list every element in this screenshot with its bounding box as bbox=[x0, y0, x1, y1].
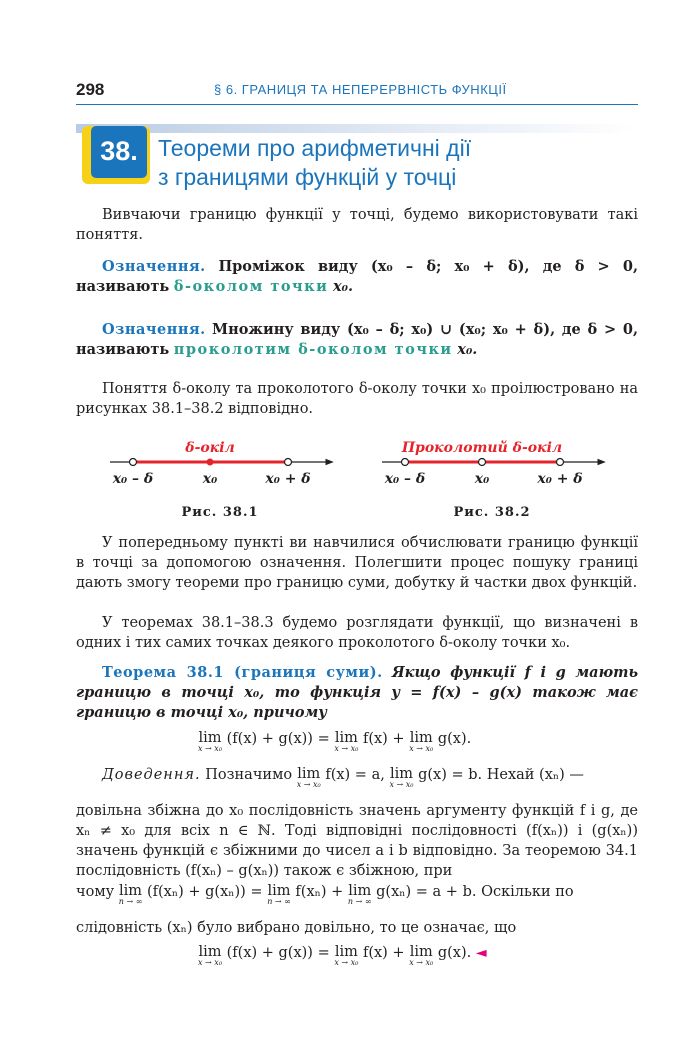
final-lim-2: lim bbox=[334, 944, 358, 960]
illustration-paragraph: Поняття δ-околу та проколотого δ-околу точки x₀ проілюстровано на рисунках 38.1–38.2 відповідно. bbox=[76, 381, 638, 417]
definition-2-var: x₀. bbox=[457, 341, 478, 358]
definition-1 bbox=[76, 257, 638, 297]
figure-2-tick-center: x₀ bbox=[474, 471, 490, 487]
running-head: § 6. ГРАНИЦЯ ТА НЕПЕРЕРВНІСТЬ ФУНКЦІЇ bbox=[214, 82, 507, 97]
final-lim-2-sub: x → x₀ bbox=[334, 958, 359, 967]
figure-38-2 bbox=[382, 439, 604, 520]
proof-seq-g: g(xₙ) = a + b. bbox=[376, 884, 477, 900]
open-endpoint-right-1 bbox=[285, 459, 292, 466]
proof-f-eq-a: f(x) = a, bbox=[325, 767, 385, 783]
intro-paragraph: Вивчаючи границю функції у точці, будемо використовувати такі поняття. bbox=[76, 207, 638, 243]
proof-lim-f-sub: x → x₀ bbox=[296, 780, 321, 789]
figure-2-tick-right: x₀ + δ bbox=[537, 471, 583, 487]
proof-line-d: слідовність (xₙ) було вибрано довільно, то це означає, що bbox=[76, 920, 517, 936]
proof-since: Оскільки по bbox=[481, 884, 574, 900]
definition-2-label: Означення. bbox=[102, 321, 206, 338]
lim-1: lim bbox=[198, 730, 222, 746]
proof-lim-f: lim bbox=[297, 766, 321, 782]
open-endpoint-left-2 bbox=[402, 459, 409, 466]
final-left: (f(x) + g(x)) = bbox=[226, 945, 330, 961]
definition-2-text: Множину виду (x₀ – δ; x₀) ∪ (x₀; x₀ + δ), де δ > 0, називають bbox=[76, 321, 638, 358]
proof-lim-n1-sub: n → ∞ bbox=[118, 897, 143, 906]
figure-38-1 bbox=[110, 440, 332, 520]
proof-g-eq-b: g(x) = b. bbox=[418, 767, 483, 783]
proof-lim-n2-sub: n → ∞ bbox=[267, 897, 291, 906]
lim-2-sub: x → x₀ bbox=[334, 744, 359, 753]
definition-2-term: проколотим δ-околом точки bbox=[173, 341, 453, 358]
figures bbox=[100, 432, 620, 520]
proof-let-xn: Нехай (xₙ) — bbox=[486, 767, 584, 783]
proof-denote: Позначимо bbox=[205, 767, 293, 783]
proof-label: Доведення. bbox=[102, 767, 201, 783]
definition-1-label: Означення. bbox=[102, 258, 206, 275]
end-of-proof-icon: ◄ bbox=[475, 945, 487, 961]
lesson-number: 38. bbox=[100, 136, 138, 166]
proof-seq-f: f(xₙ) + bbox=[295, 884, 344, 900]
final-lim-1: lim bbox=[198, 944, 222, 960]
paragraph-previous-lesson: У попередньому пункті ви навчилися обчислювати границю функції в точці за допомогою означення. Полегшити процес пошуку границі дають змогу теореми про границю суми, добутку й частки двох функцій. bbox=[76, 535, 638, 591]
proof-body: довільна збіжна до x₀ послідовність значень аргументу функцій f і g, де xₙ ≠ x₀ для всіх n ∈ ℕ. Тоді відповідні послідовності (f(xₙ)) і (g(xₙ)) значень функцій є збіжними до чисел a і b відповідно. За теоремою 34.1 послідовність (f(xₙ) – g(xₙ)) також є збіжною, при bbox=[76, 803, 638, 879]
lim-2: lim bbox=[334, 730, 358, 746]
lesson-title-line1: Теореми про арифметичні дії bbox=[158, 135, 472, 161]
formula-right: g(x). bbox=[437, 731, 472, 747]
definition-1-text: Проміжок виду (x₀ – δ; x₀ + δ), де δ > 0, називають bbox=[76, 258, 638, 295]
final-right: g(x). bbox=[437, 945, 472, 961]
proof-lim-n3-sub: n → ∞ bbox=[347, 897, 372, 906]
lesson-title-line2: з границями функцій у точці bbox=[158, 164, 457, 190]
figure-2-label: Проколотий δ-окіл bbox=[401, 440, 563, 456]
page-number: 298 bbox=[76, 80, 105, 99]
proof-line-1 bbox=[102, 767, 584, 789]
proof-lim-g: lim bbox=[389, 766, 413, 782]
definition-1-term: δ-околом точки bbox=[173, 278, 329, 295]
lim-1-sub: x → x₀ bbox=[198, 744, 223, 753]
theorem-formula bbox=[198, 731, 471, 753]
theorem-label: Теорема 38.1 (границя суми). bbox=[102, 664, 383, 681]
figure-1-caption: Рис. 38.1 bbox=[181, 505, 259, 520]
figure-2-tick-left: x₀ – δ bbox=[384, 471, 426, 487]
open-endpoint-right-2 bbox=[557, 459, 564, 466]
punctured-center-2 bbox=[479, 459, 486, 466]
proof-chomu: чому bbox=[76, 884, 115, 900]
theorem-statement: Якщо функції f і g мають границю в точці x₀, то функція y = f(x) – g(x) також має границю в точці x₀, причому bbox=[76, 664, 639, 721]
lim-3: lim bbox=[409, 730, 433, 746]
proof-lim-n3: lim bbox=[348, 883, 372, 899]
paragraph-theorems-scope: У теоремах 38.1–38.3 будемо розглядати функції, що визначені в одних і тих самих точках деякого проколотого δ-околу точки x₀. bbox=[76, 615, 638, 651]
title-gradient-bar bbox=[76, 124, 638, 133]
final-lim-3-sub: x → x₀ bbox=[409, 958, 434, 967]
figure-1-label: δ-окіл bbox=[185, 440, 235, 456]
header-rule bbox=[76, 104, 638, 105]
final-lim-3: lim bbox=[409, 944, 433, 960]
formula-left: (f(x) + g(x)) = bbox=[226, 731, 330, 747]
lim-3-sub: x → x₀ bbox=[409, 744, 434, 753]
proof-seq-sum: (f(xₙ) + g(xₙ)) = bbox=[146, 884, 263, 900]
proof-final-formula bbox=[198, 945, 487, 967]
proof-lim-n1: lim bbox=[119, 883, 143, 899]
final-mid: f(x) + bbox=[362, 945, 405, 961]
center-point-1 bbox=[207, 459, 214, 466]
figure-1-tick-center: x₀ bbox=[202, 471, 218, 487]
figure-1-tick-left: x₀ – δ bbox=[112, 471, 154, 487]
proof-lim-g-sub: x → x₀ bbox=[389, 780, 414, 789]
definition-1-var: x₀. bbox=[332, 278, 353, 295]
proof-line-c bbox=[76, 884, 574, 906]
open-endpoint-left-1 bbox=[130, 459, 137, 466]
theorem-38-1 bbox=[76, 663, 638, 723]
proof-lim-n2: lim bbox=[267, 883, 291, 899]
figure-2-caption: Рис. 38.2 bbox=[453, 505, 531, 520]
final-lim-1-sub: x → x₀ bbox=[198, 958, 223, 967]
lesson-title bbox=[158, 134, 471, 192]
definition-2 bbox=[76, 320, 638, 360]
figure-1-tick-right: x₀ + δ bbox=[265, 471, 311, 487]
formula-mid: f(x) + bbox=[362, 731, 405, 747]
